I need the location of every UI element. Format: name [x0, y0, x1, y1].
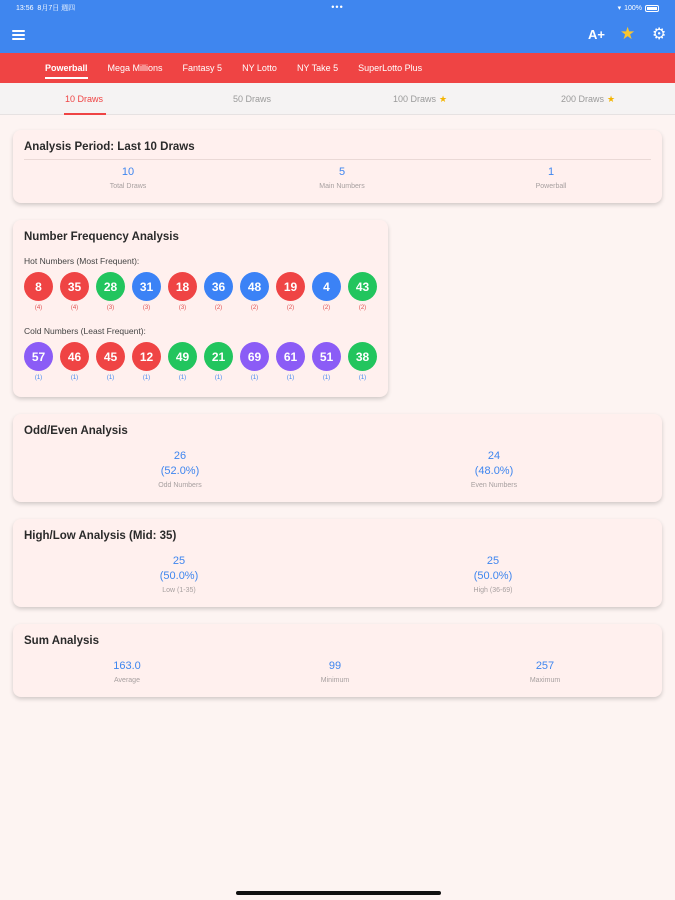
battery-percent: 100%: [624, 4, 642, 12]
number-ball: 57: [24, 342, 53, 371]
cold-number-item: [276, 342, 305, 381]
stat-value: 26: [173, 450, 187, 462]
gear-icon[interactable]: ⚙: [652, 26, 667, 43]
stat-value: 25: [486, 555, 500, 567]
tab-label: 200 Draws: [560, 94, 604, 104]
number-ball: 35: [60, 272, 89, 301]
frequency-count: (2): [358, 305, 367, 311]
hot-numbers-label: Hot Numbers (Most Frequent):: [24, 256, 140, 266]
tab-10-draws[interactable]: [0, 83, 168, 115]
frequency-count: (1): [142, 375, 151, 381]
stat-value: 99: [328, 660, 342, 672]
stat-label: Low (1-35): [162, 587, 196, 594]
number-ball: 28: [96, 272, 125, 301]
frequency-count: (1): [286, 375, 295, 381]
number-ball: 43: [348, 272, 377, 301]
frequency-count: (2): [250, 305, 259, 311]
stat-label: Powerball: [535, 183, 567, 190]
stat-value: 24: [487, 450, 501, 462]
odd-even-card: [13, 414, 662, 502]
tab-label: 100 Draws: [392, 94, 436, 104]
stat-low: [129, 554, 229, 594]
analysis-period-card: [13, 130, 662, 203]
hot-number-item: [204, 272, 233, 311]
active-tab-indicator: [64, 113, 106, 115]
stat-main-numbers: [292, 165, 392, 190]
stat-value: 257: [535, 660, 555, 672]
tab-superlotto-plus[interactable]: SuperLotto Plus: [358, 63, 423, 73]
star-icon[interactable]: ★: [620, 24, 636, 43]
cold-number-item: [312, 342, 341, 381]
stat-percent: (52.0%): [160, 465, 200, 477]
number-ball: 49: [168, 342, 197, 371]
frequency-count: (1): [70, 375, 79, 381]
cold-number-item: [60, 342, 89, 381]
menu-icon[interactable]: [12, 30, 25, 40]
number-ball: 46: [60, 342, 89, 371]
frequency-count: (1): [322, 375, 331, 381]
hot-number-item: [60, 272, 89, 311]
stat-label: High (36-69): [473, 587, 513, 594]
number-ball: 8: [24, 272, 53, 301]
number-ball: 36: [204, 272, 233, 301]
stat-average: [77, 659, 177, 684]
divider: [24, 159, 651, 160]
cold-number-item: [168, 342, 197, 381]
stat-value: 5: [338, 166, 346, 178]
tab-ny-take-5[interactable]: NY Take 5: [296, 63, 339, 73]
frequency-count: (4): [70, 305, 79, 311]
game-tabs: [0, 53, 675, 83]
cold-number-item: [204, 342, 233, 381]
card-title: High/Low Analysis (Mid: 35): [24, 530, 177, 542]
frequency-count: (3): [142, 305, 151, 311]
stat-label: Maximum: [529, 677, 561, 684]
stat-label: Minimum: [320, 677, 350, 684]
cold-number-item: [132, 342, 161, 381]
card-title: Number Frequency Analysis: [24, 231, 179, 243]
number-ball: 45: [96, 342, 125, 371]
stat-value: 10: [121, 166, 135, 178]
tab-100-draws[interactable]: [336, 83, 504, 115]
hot-numbers-row: [24, 272, 377, 311]
tab-50-draws[interactable]: [168, 83, 336, 115]
frequency-count: (2): [286, 305, 295, 311]
high-low-card: [13, 519, 662, 607]
number-ball: 51: [312, 342, 341, 371]
hot-number-item: [132, 272, 161, 311]
tab-powerball[interactable]: Powerball: [35, 53, 98, 83]
premium-star-icon: ★: [438, 93, 448, 104]
number-ball: 19: [276, 272, 305, 301]
hot-number-item: [276, 272, 305, 311]
stat-value: 25: [172, 555, 186, 567]
stat-label: Total Draws: [109, 183, 147, 190]
multitask-dots[interactable]: •••: [331, 2, 344, 12]
home-indicator[interactable]: [236, 891, 441, 895]
card-title: Odd/Even Analysis: [24, 425, 128, 437]
hot-number-item: [24, 272, 53, 311]
cold-number-item: [24, 342, 53, 381]
number-ball: 61: [276, 342, 305, 371]
cold-numbers-label: Cold Numbers (Least Frequent):: [24, 326, 146, 336]
hot-number-item: [168, 272, 197, 311]
app-bar: [0, 16, 675, 53]
stat-label: Odd Numbers: [158, 482, 202, 489]
status-bar: [0, 0, 675, 16]
hot-number-item: [96, 272, 125, 311]
frequency-count: (1): [34, 375, 43, 381]
stat-value: 163.0: [113, 660, 141, 672]
font-size-button[interactable]: A+: [588, 27, 605, 42]
stat-label: Even Numbers: [470, 482, 518, 489]
stat-total-draws: [78, 165, 178, 190]
wifi-icon: ▾: [617, 5, 622, 12]
number-ball: 4: [312, 272, 341, 301]
frequency-count: (3): [178, 305, 187, 311]
card-title: Sum Analysis: [24, 635, 99, 647]
number-ball: 21: [204, 342, 233, 371]
cold-number-item: [96, 342, 125, 381]
stat-maximum: [495, 659, 595, 684]
stat-powerball: [501, 165, 601, 190]
tab-mega-millions[interactable]: Mega Millions: [107, 63, 163, 73]
cold-number-item: [240, 342, 269, 381]
stat-even: [444, 449, 544, 489]
frequency-count: (1): [106, 375, 115, 381]
stat-minimum: [285, 659, 385, 684]
cold-numbers-row: [24, 342, 377, 381]
frequency-count: (2): [322, 305, 331, 311]
cold-number-item: [348, 342, 377, 381]
number-ball: 69: [240, 342, 269, 371]
hot-number-item: [348, 272, 377, 311]
hot-number-item: [312, 272, 341, 311]
number-ball: 12: [132, 342, 161, 371]
frequency-count: (1): [214, 375, 223, 381]
stat-percent: (48.0%): [474, 465, 514, 477]
frequency-count: (2): [214, 305, 223, 311]
frequency-count: (4): [34, 305, 43, 311]
stat-high: [443, 554, 543, 594]
number-ball: 38: [348, 342, 377, 371]
frequency-analysis-card: [13, 220, 388, 397]
card-title: Analysis Period: Last 10 Draws: [24, 141, 195, 153]
stat-percent: (50.0%): [159, 570, 199, 582]
frequency-count: (3): [106, 305, 115, 311]
frequency-count: (1): [358, 375, 367, 381]
stat-label: Average: [114, 677, 140, 684]
tab-ny-lotto[interactable]: NY Lotto: [242, 63, 277, 73]
hot-number-item: [240, 272, 269, 311]
sum-analysis-card: [13, 624, 662, 697]
number-ball: 48: [240, 272, 269, 301]
frequency-count: (1): [250, 375, 259, 381]
premium-star-icon: ★: [606, 93, 616, 104]
tab-label: 50 Draws: [232, 94, 271, 104]
number-ball: 31: [132, 272, 161, 301]
frequency-count: (1): [178, 375, 187, 381]
stat-odd: [130, 449, 230, 489]
number-ball: 18: [168, 272, 197, 301]
stat-percent: (50.0%): [473, 570, 513, 582]
battery-icon: [645, 5, 659, 12]
status-time: 13:56 8月7日 週四: [16, 5, 76, 12]
stat-value: 1: [547, 166, 555, 178]
stat-label: Main Numbers: [319, 183, 365, 190]
tab-200-draws[interactable]: [504, 83, 672, 115]
draw-range-tabs: [0, 83, 675, 115]
tab-label: 10 Draws: [64, 94, 103, 104]
tab-fantasy-5[interactable]: Fantasy 5: [182, 63, 223, 73]
status-date: 8月7日 週四: [37, 5, 76, 12]
